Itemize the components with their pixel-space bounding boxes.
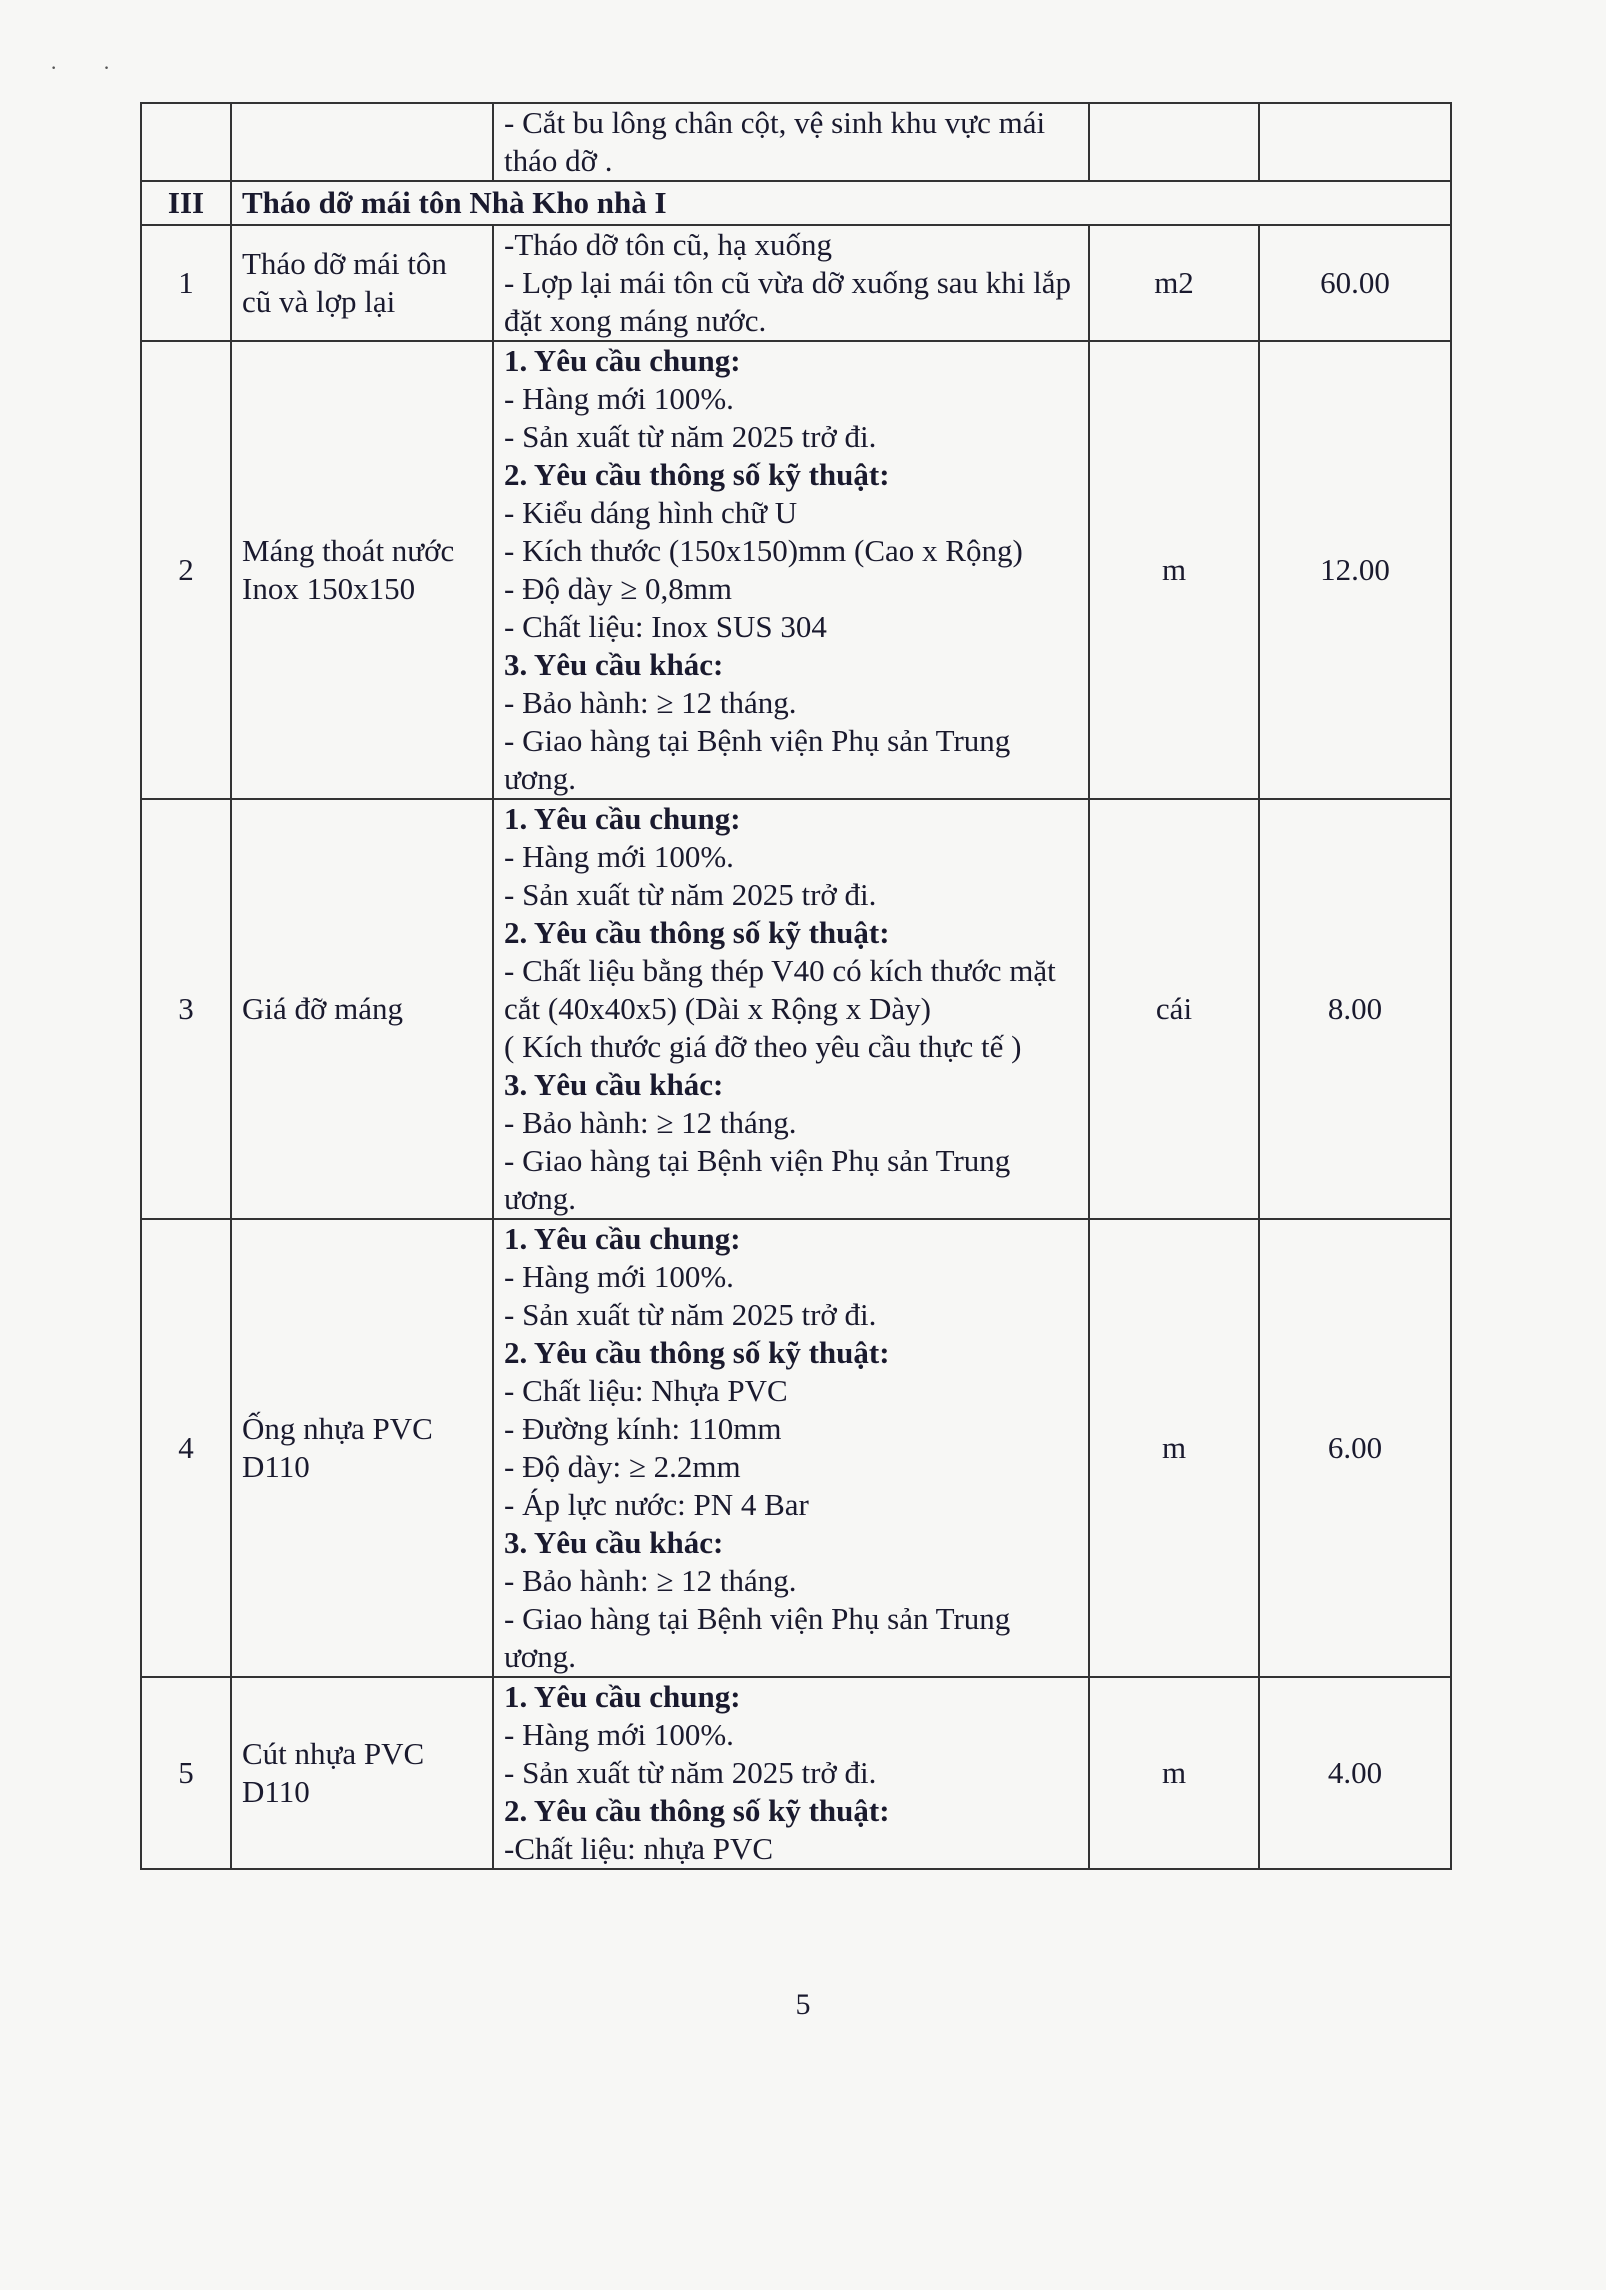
item-description [493, 225, 1089, 341]
item-description [493, 799, 1089, 1219]
item-stt: 5 [141, 1677, 231, 1869]
desc-line: - Kiểu dáng hình chữ U [504, 495, 798, 530]
spec-table-body [141, 103, 1451, 1869]
continuation-unit [1089, 103, 1259, 181]
continuation-stt [141, 103, 231, 181]
item-quantity: 4.00 [1259, 1677, 1451, 1869]
desc-line: - Sản xuất từ năm 2025 trở đi. [504, 877, 877, 912]
desc-heading: 2. Yêu cầu thông số kỹ thuật: [504, 1335, 890, 1370]
table-row [141, 799, 1451, 1219]
desc-heading: 2. Yêu cầu thông số kỹ thuật: [504, 915, 890, 950]
desc-heading: 3. Yêu cầu khác: [504, 1067, 724, 1102]
table-row [141, 341, 1451, 799]
continuation-row [141, 103, 1451, 181]
desc-line: - Sản xuất từ năm 2025 trở đi. [504, 1755, 877, 1790]
table-row [141, 225, 1451, 341]
item-name: Máng thoát nước Inox 150x150 [231, 341, 493, 799]
desc-line: - Cắt bu lông chân cột, vệ sinh khu vực mái tháo dỡ . [504, 105, 1046, 178]
desc-line: - Giao hàng tại Bệnh viện Phụ sản Trung ương. [504, 723, 1011, 796]
desc-line: -Tháo dỡ tôn cũ, hạ xuống [504, 227, 833, 262]
item-name: Tháo dỡ mái tôn cũ và lợp lại [231, 225, 493, 341]
desc-line: -Chất liệu: nhựa PVC [504, 1831, 774, 1866]
desc-line: - Bảo hành: ≥ 12 tháng. [504, 1563, 797, 1598]
spec-table [140, 102, 1452, 1870]
section-row [141, 181, 1451, 225]
desc-line: - Hàng mới 100%. [504, 1259, 734, 1294]
desc-line: - Giao hàng tại Bệnh viện Phụ sản Trung ương. [504, 1601, 1011, 1674]
desc-line: - Độ dày ≥ 0,8mm [504, 571, 732, 606]
continuation-desc [493, 103, 1089, 181]
desc-line: - Sản xuất từ năm 2025 trở đi. [504, 1297, 877, 1332]
item-unit: m2 [1089, 225, 1259, 341]
item-description [493, 341, 1089, 799]
desc-line: - Chất liệu bằng thép V40 có kích thước mặt cắt (40x40x5) (Dài x Rộng x Dày) [504, 953, 1056, 1026]
desc-heading: 1. Yêu cầu chung: [504, 1679, 741, 1714]
item-description [493, 1219, 1089, 1677]
desc-heading: 3. Yêu cầu khác: [504, 1525, 724, 1560]
item-name: Cút nhựa PVC D110 [231, 1677, 493, 1869]
item-quantity: 60.00 [1259, 225, 1451, 341]
item-unit: m [1089, 341, 1259, 799]
desc-line: - Lợp lại mái tôn cũ vừa dỡ xuống sau khi lắp đặt xong máng nước. [504, 265, 1072, 338]
table-row [141, 1677, 1451, 1869]
item-quantity: 8.00 [1259, 799, 1451, 1219]
item-unit: m [1089, 1219, 1259, 1677]
item-stt: 4 [141, 1219, 231, 1677]
desc-heading: 2. Yêu cầu thông số kỹ thuật: [504, 457, 890, 492]
desc-line: - Giao hàng tại Bệnh viện Phụ sản Trung ương. [504, 1143, 1011, 1216]
section-title: Tháo dỡ mái tôn Nhà Kho nhà I [231, 181, 1451, 225]
item-quantity: 6.00 [1259, 1219, 1451, 1677]
desc-line: - Chất liệu: Inox SUS 304 [504, 609, 827, 644]
desc-line: - Đường kính: 110mm [504, 1411, 782, 1446]
desc-line: - Bảo hành: ≥ 12 tháng. [504, 685, 797, 720]
desc-heading: 1. Yêu cầu chung: [504, 343, 741, 378]
desc-line: - Hàng mới 100%. [504, 839, 734, 874]
desc-line: - Hàng mới 100%. [504, 1717, 734, 1752]
desc-heading: 2. Yêu cầu thông số kỹ thuật: [504, 1793, 890, 1828]
item-stt: 1 [141, 225, 231, 341]
continuation-name [231, 103, 493, 181]
item-stt: 2 [141, 341, 231, 799]
item-stt: 3 [141, 799, 231, 1219]
section-number: III [141, 181, 231, 225]
item-name: Ống nhựa PVC D110 [231, 1219, 493, 1677]
desc-heading: 3. Yêu cầu khác: [504, 647, 724, 682]
desc-line: ( Kích thước giá đỡ theo yêu cầu thực tế ) [504, 1029, 1022, 1064]
desc-heading: 1. Yêu cầu chung: [504, 1221, 741, 1256]
desc-line: - Bảo hành: ≥ 12 tháng. [504, 1105, 797, 1140]
desc-line: - Sản xuất từ năm 2025 trở đi. [504, 419, 877, 454]
desc-line: - Độ dày: ≥ 2.2mm [504, 1449, 741, 1484]
desc-heading: 1. Yêu cầu chung: [504, 801, 741, 836]
scan-marks: · · [50, 55, 131, 80]
item-description [493, 1677, 1089, 1869]
desc-line: - Chất liệu: Nhựa PVC [504, 1373, 788, 1408]
continuation-qty [1259, 103, 1451, 181]
page-number: 5 [795, 1988, 811, 2021]
desc-line: - Hàng mới 100%. [504, 381, 734, 416]
item-name: Giá đỡ máng [231, 799, 493, 1219]
desc-line: - Áp lực nước: PN 4 Bar [504, 1487, 809, 1522]
item-unit: cái [1089, 799, 1259, 1219]
desc-line: - Kích thước (150x150)mm (Cao x Rộng) [504, 533, 1023, 568]
item-quantity: 12.00 [1259, 341, 1451, 799]
item-unit: m [1089, 1677, 1259, 1869]
table-row [141, 1219, 1451, 1677]
